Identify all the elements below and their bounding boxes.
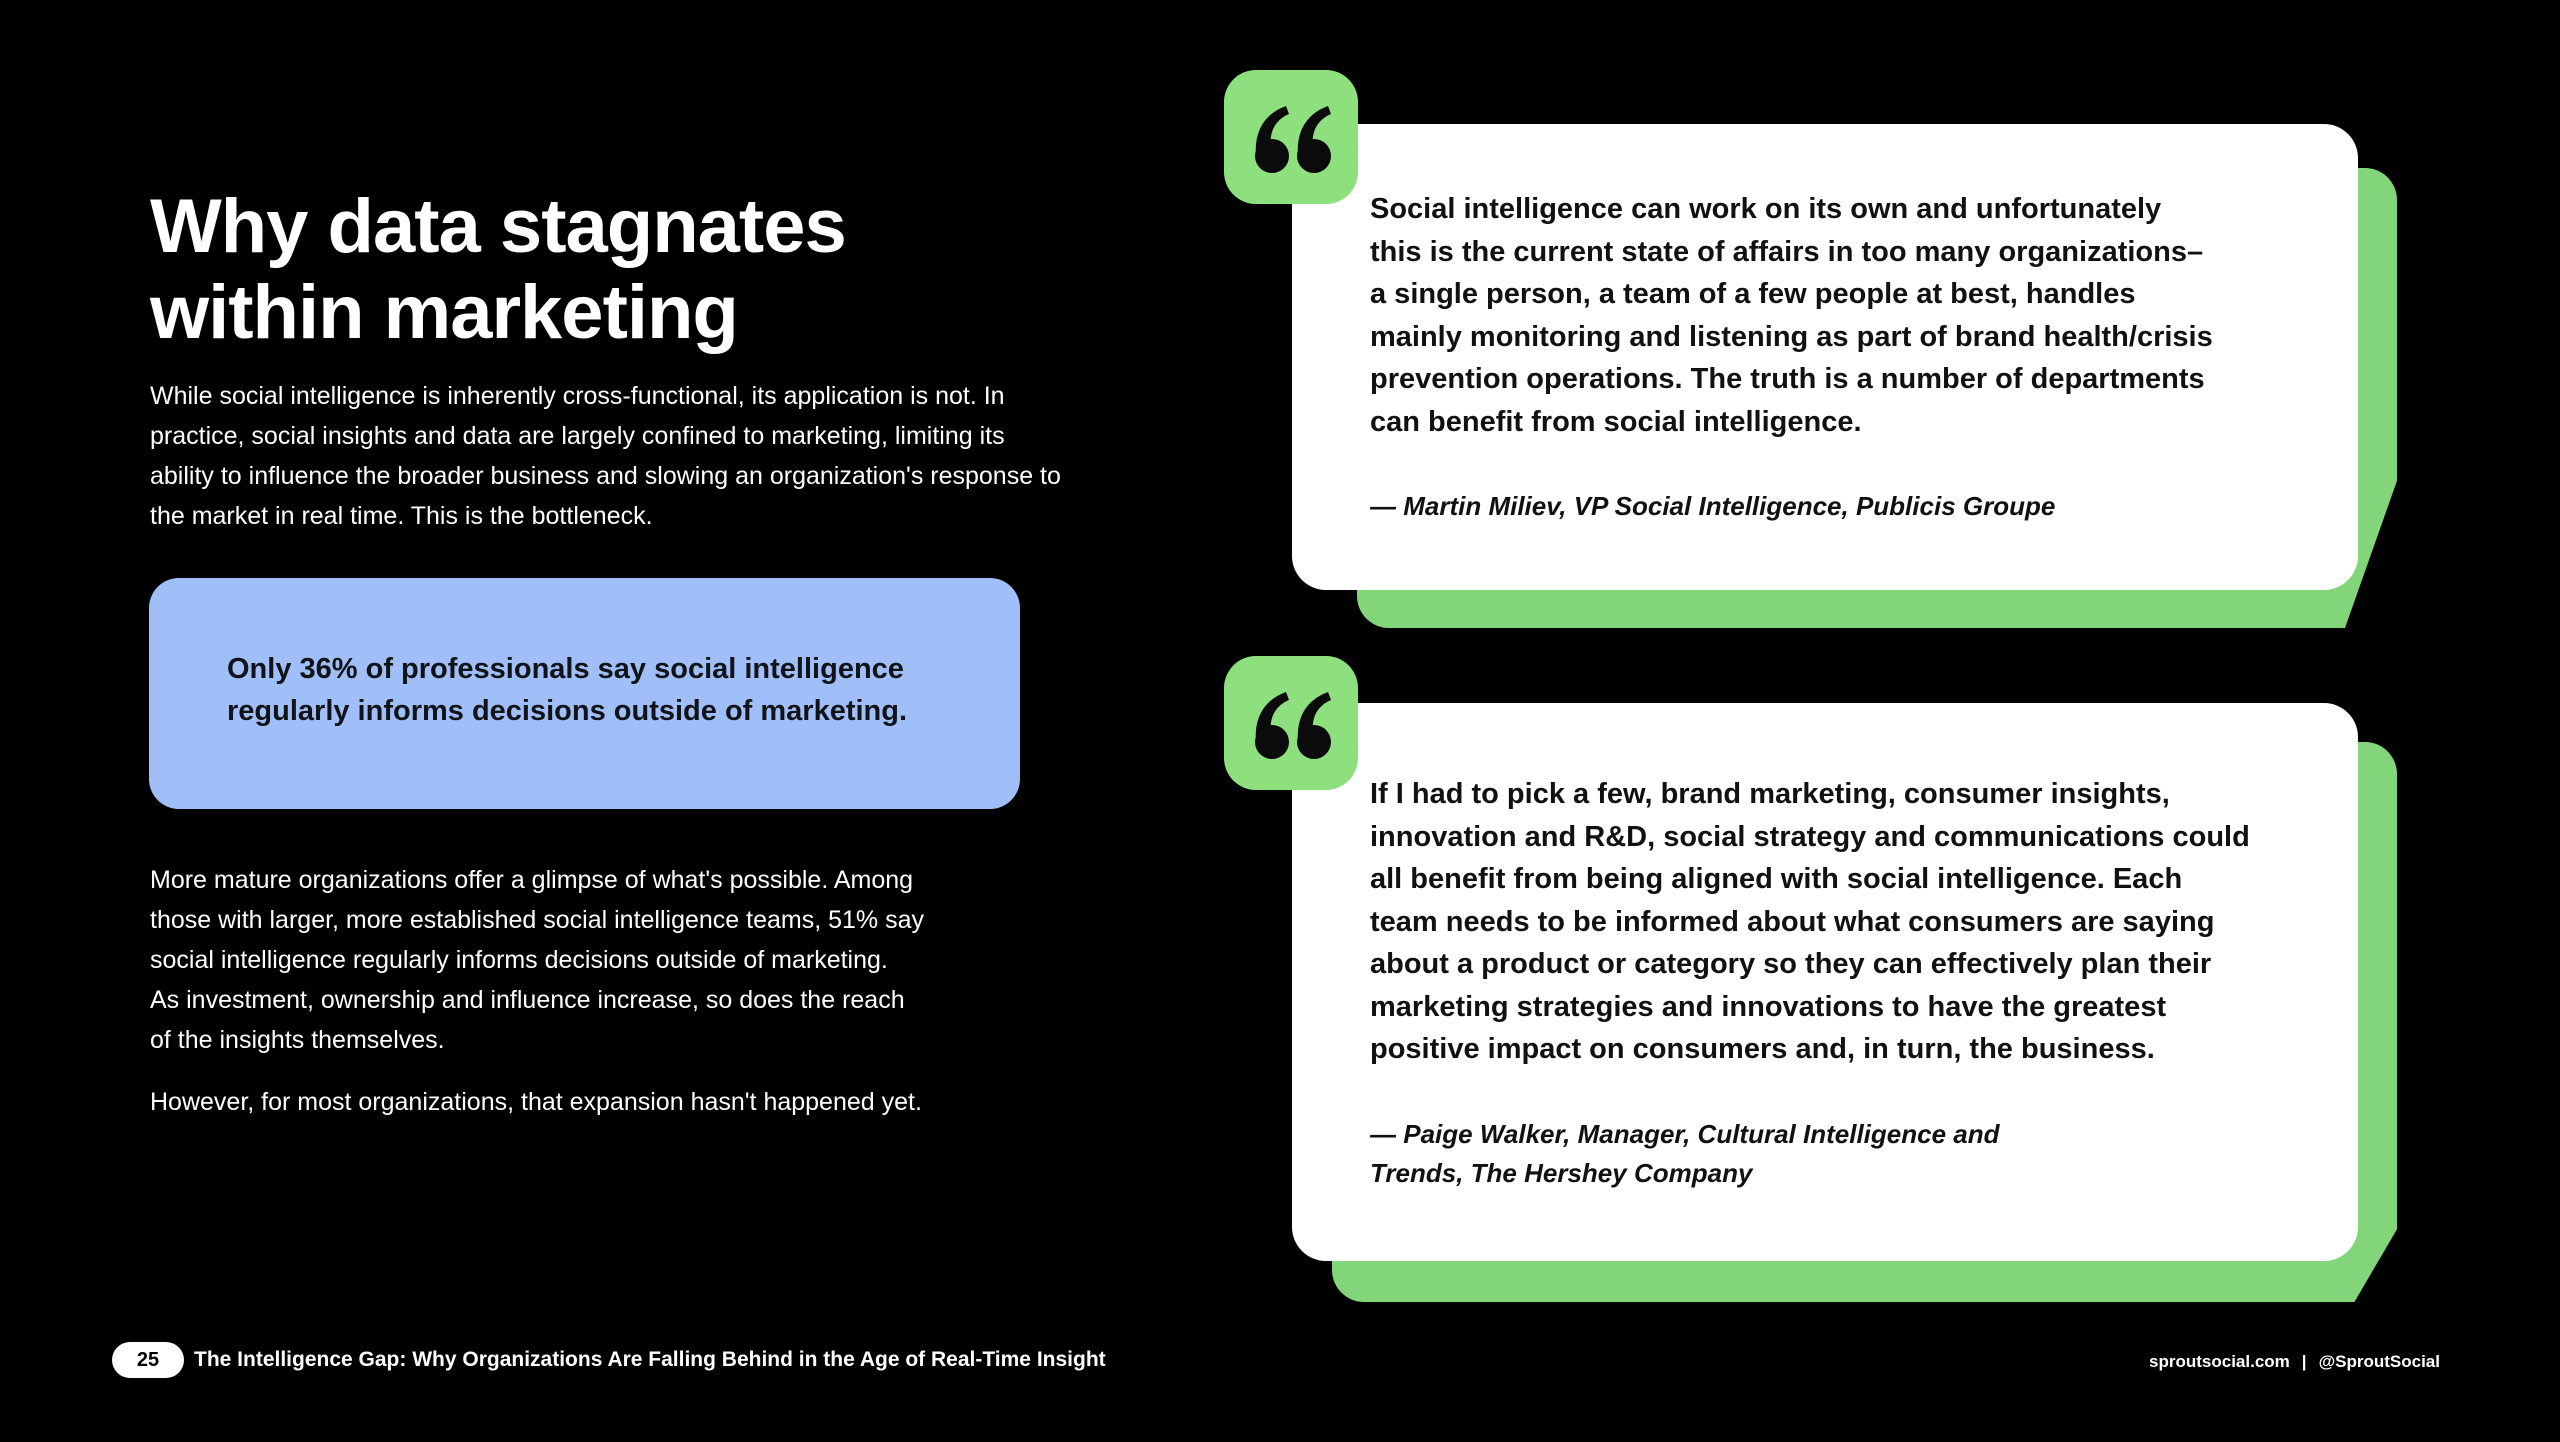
quote-line: mainly monitoring and listening as part of brand health/crisis — [1370, 320, 2213, 353]
quote-line: team needs to be informed about what consumers are saying — [1370, 905, 2215, 938]
quote-line: prevention operations. The truth is a number of departments — [1370, 363, 2205, 395]
quote-mark-icon — [1224, 656, 1358, 790]
intro-paragraph: While social intelligence is inherently cross-functional, its application is not. In practice, social insights and data are largely confined to marketing, limiting its ability to influence the broader business and slowing an organization's response to the market in real time. This is the bottleneck. — [150, 382, 1061, 530]
body-line: As investment, ownership and influence increase, so does the reach — [150, 986, 905, 1014]
body-closing: However, for most organizations, that expansion hasn't happened yet. — [150, 1088, 922, 1116]
quote-line: If I had to pick a few, brand marketing, consumer insights, — [1370, 778, 2170, 810]
footer-links — [2149, 1349, 2440, 1375]
stat-line: regularly informs decisions outside of marketing. — [227, 695, 908, 727]
attribution-line: — Paige Walker, Manager, Cultural Intelligence and — [1370, 1118, 2000, 1149]
body-line: More mature organizations offer a glimpse of what's possible. Among — [150, 866, 914, 894]
quote-card — [1292, 124, 2358, 590]
quote-line: can benefit from social intelligence. — [1370, 405, 1862, 438]
title-line: within marketing — [150, 270, 738, 355]
quote-line: about a product or category so they can effectively plan their — [1370, 948, 2212, 980]
quote-line: innovation and R&D, social strategy and communications could — [1370, 820, 2250, 853]
body-line: those with larger, more established social intelligence teams, 51% say — [150, 906, 925, 934]
body-paragraph — [150, 860, 1070, 1060]
quote-text — [1370, 188, 2298, 443]
quote-line: positive impact on consumers and, in turn, the business. — [1370, 1033, 2155, 1065]
quote-attribution — [1370, 487, 2298, 526]
quote-line: Social intelligence can work on its own and unfortunately — [1370, 193, 2162, 225]
quote-line: all benefit from being aligned with social intelligence. Each — [1370, 863, 2183, 895]
quote-text — [1370, 773, 2298, 1071]
stat-text — [227, 648, 960, 732]
quote-line: a single person, a team of a few people at best, handles — [1370, 278, 2136, 310]
page-title — [150, 184, 846, 356]
body-line: of the insights themselves. — [150, 1026, 445, 1054]
attribution-line: — Martin Miliev, VP Social Intelligence, Publicis Groupe — [1370, 491, 2056, 521]
attribution-line: Trends, The Hershey Company — [1370, 1157, 1753, 1188]
body-copy — [150, 860, 1070, 1122]
quote-card — [1292, 703, 2358, 1261]
quote-attribution — [1370, 1115, 2298, 1193]
social-handle-link[interactable]: @SproutSocial — [2318, 1352, 2440, 1371]
website-link[interactable]: sproutsocial.com — [2149, 1352, 2290, 1371]
document-title: The Intelligence Gap: Why Organizations Are Falling Behind in the Age of Real-Time Insight — [194, 1348, 1106, 1371]
footer-separator: | — [2301, 1352, 2307, 1371]
quote-line: this is the current state of affairs in too many organizations– — [1370, 235, 2204, 268]
quote-mark-icon — [1224, 70, 1358, 204]
stat-line: Only 36% of professionals say social intelligence — [227, 653, 904, 685]
stat-callout — [149, 578, 1020, 809]
page-number: 25 — [112, 1342, 184, 1378]
body-line: social intelligence regularly informs decisions outside of marketing. — [150, 946, 888, 974]
quote-line: marketing strategies and innovations to have the greatest — [1370, 990, 2167, 1023]
title-line: Why data stagnates — [150, 184, 846, 269]
